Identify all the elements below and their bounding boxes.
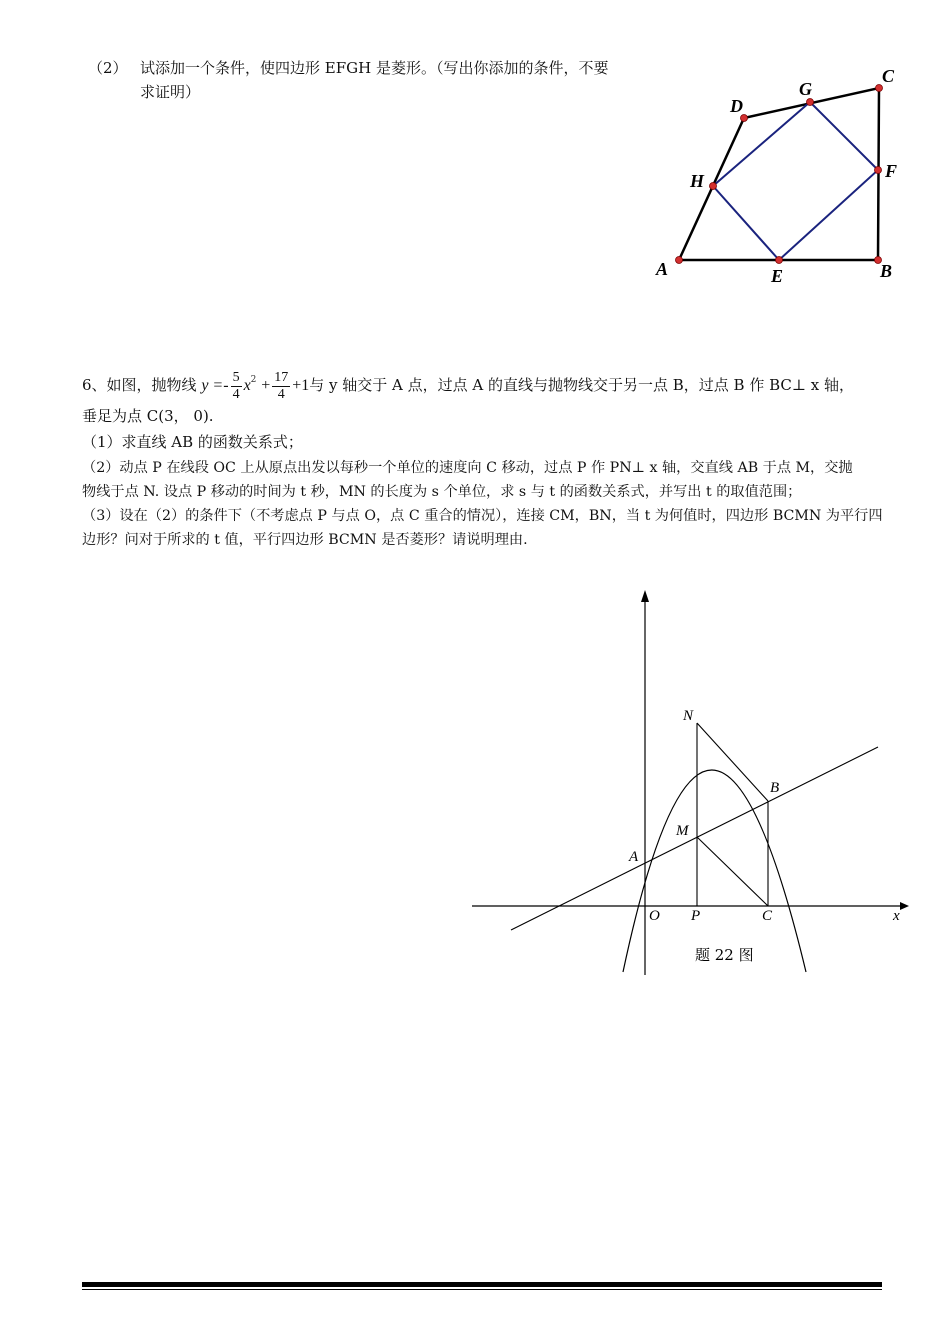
eq-y: y =-	[201, 377, 229, 394]
fraction-17-4: $\frac{17}{4}$	[274, 369, 289, 402]
label-h: H	[690, 171, 705, 191]
point-e	[776, 257, 783, 264]
figure-caption: 题 22 图	[695, 946, 754, 964]
eq-tail: +1	[292, 377, 310, 394]
fraction-5-4: $\frac{5}{4}$	[232, 369, 240, 402]
label-a2: A	[629, 849, 639, 865]
q6-part-3-line-2: 边形？问对于所求的 t 值，平行四边形 BCMN 是否菱形？请说明理由.	[82, 532, 528, 548]
label-m: M	[676, 823, 689, 839]
q6-part-3-line-1: （3）设在（2）的条件下（不考虑点 P 与点 O，点 C 重合的情况），连接 CM，BN，当 t 为何值时，四边形 BCMN 为平行四	[82, 508, 883, 524]
label-x: x	[893, 908, 900, 924]
label-g: G	[799, 79, 812, 99]
label-c: C	[882, 66, 895, 86]
q5-line-1: 试添加一个条件，使四边形 EFGH 是菱形。（写出你添加的条件，不要	[140, 59, 609, 77]
label-b2: B	[770, 780, 780, 796]
label-b: B	[880, 261, 893, 281]
q6-intro-line-1	[82, 360, 854, 406]
q6-part-1: （1）求直线 AB 的函数关系式；	[82, 433, 303, 451]
label-d: D	[730, 96, 743, 116]
q6-intro-rest: 与 y 轴交于 A 点，过点 A 的直线与抛物线交于另一点 B，过点 B 作 BC⊥ x 轴，	[309, 376, 854, 394]
quad-abcd-outline	[679, 88, 879, 260]
q6-part-2-line-1: （2）动点 P 在线段 OC 上从原点出发以每秒一个单位的速度向 C 移动，过点 P 作 PN⊥ x 轴，交直线 AB 于点 M，交抛	[82, 460, 853, 476]
y-axis-arrow	[641, 590, 649, 602]
q5-line-2: 求证明）	[140, 83, 201, 101]
label-c2: C	[762, 908, 773, 924]
label-a: A	[656, 259, 669, 279]
q6-intro-line-2: 垂足为点 C(3， 0).	[82, 407, 214, 425]
eq-x: x	[243, 377, 251, 394]
quadrilateral-figure	[640, 60, 910, 300]
footer-rule-thin	[82, 1289, 882, 1290]
quad-efgh-rhombus	[713, 102, 878, 260]
q6-part-2-line-2: 物线于点 N. 设点 P 移动的时间为 t 秒，MN 的长度为 s 个单位，求 s 与 t 的函数关系式，并写出 t 的取值范围；	[82, 484, 802, 500]
footer-rule-thick	[82, 1282, 882, 1287]
x-axis-arrow	[900, 902, 909, 910]
label-f: F	[885, 161, 898, 181]
label-o: O	[649, 908, 660, 924]
segment-nb	[697, 723, 768, 801]
segment-mc	[697, 837, 768, 906]
eq-plus: +	[261, 377, 271, 394]
q6-intro-start: 6、如图，抛物线	[82, 376, 197, 394]
label-p: P	[691, 908, 701, 924]
line-ab	[511, 747, 878, 930]
point-h	[710, 183, 717, 190]
point-a	[676, 257, 683, 264]
label-e: E	[771, 266, 784, 286]
eq-square: 2	[250, 375, 257, 385]
parabola-curve-top	[623, 770, 806, 972]
q5-number: （2）	[88, 59, 128, 77]
label-n: N	[683, 708, 694, 724]
parabola-figure	[460, 580, 920, 980]
point-f	[875, 167, 882, 174]
point-g	[807, 99, 814, 106]
